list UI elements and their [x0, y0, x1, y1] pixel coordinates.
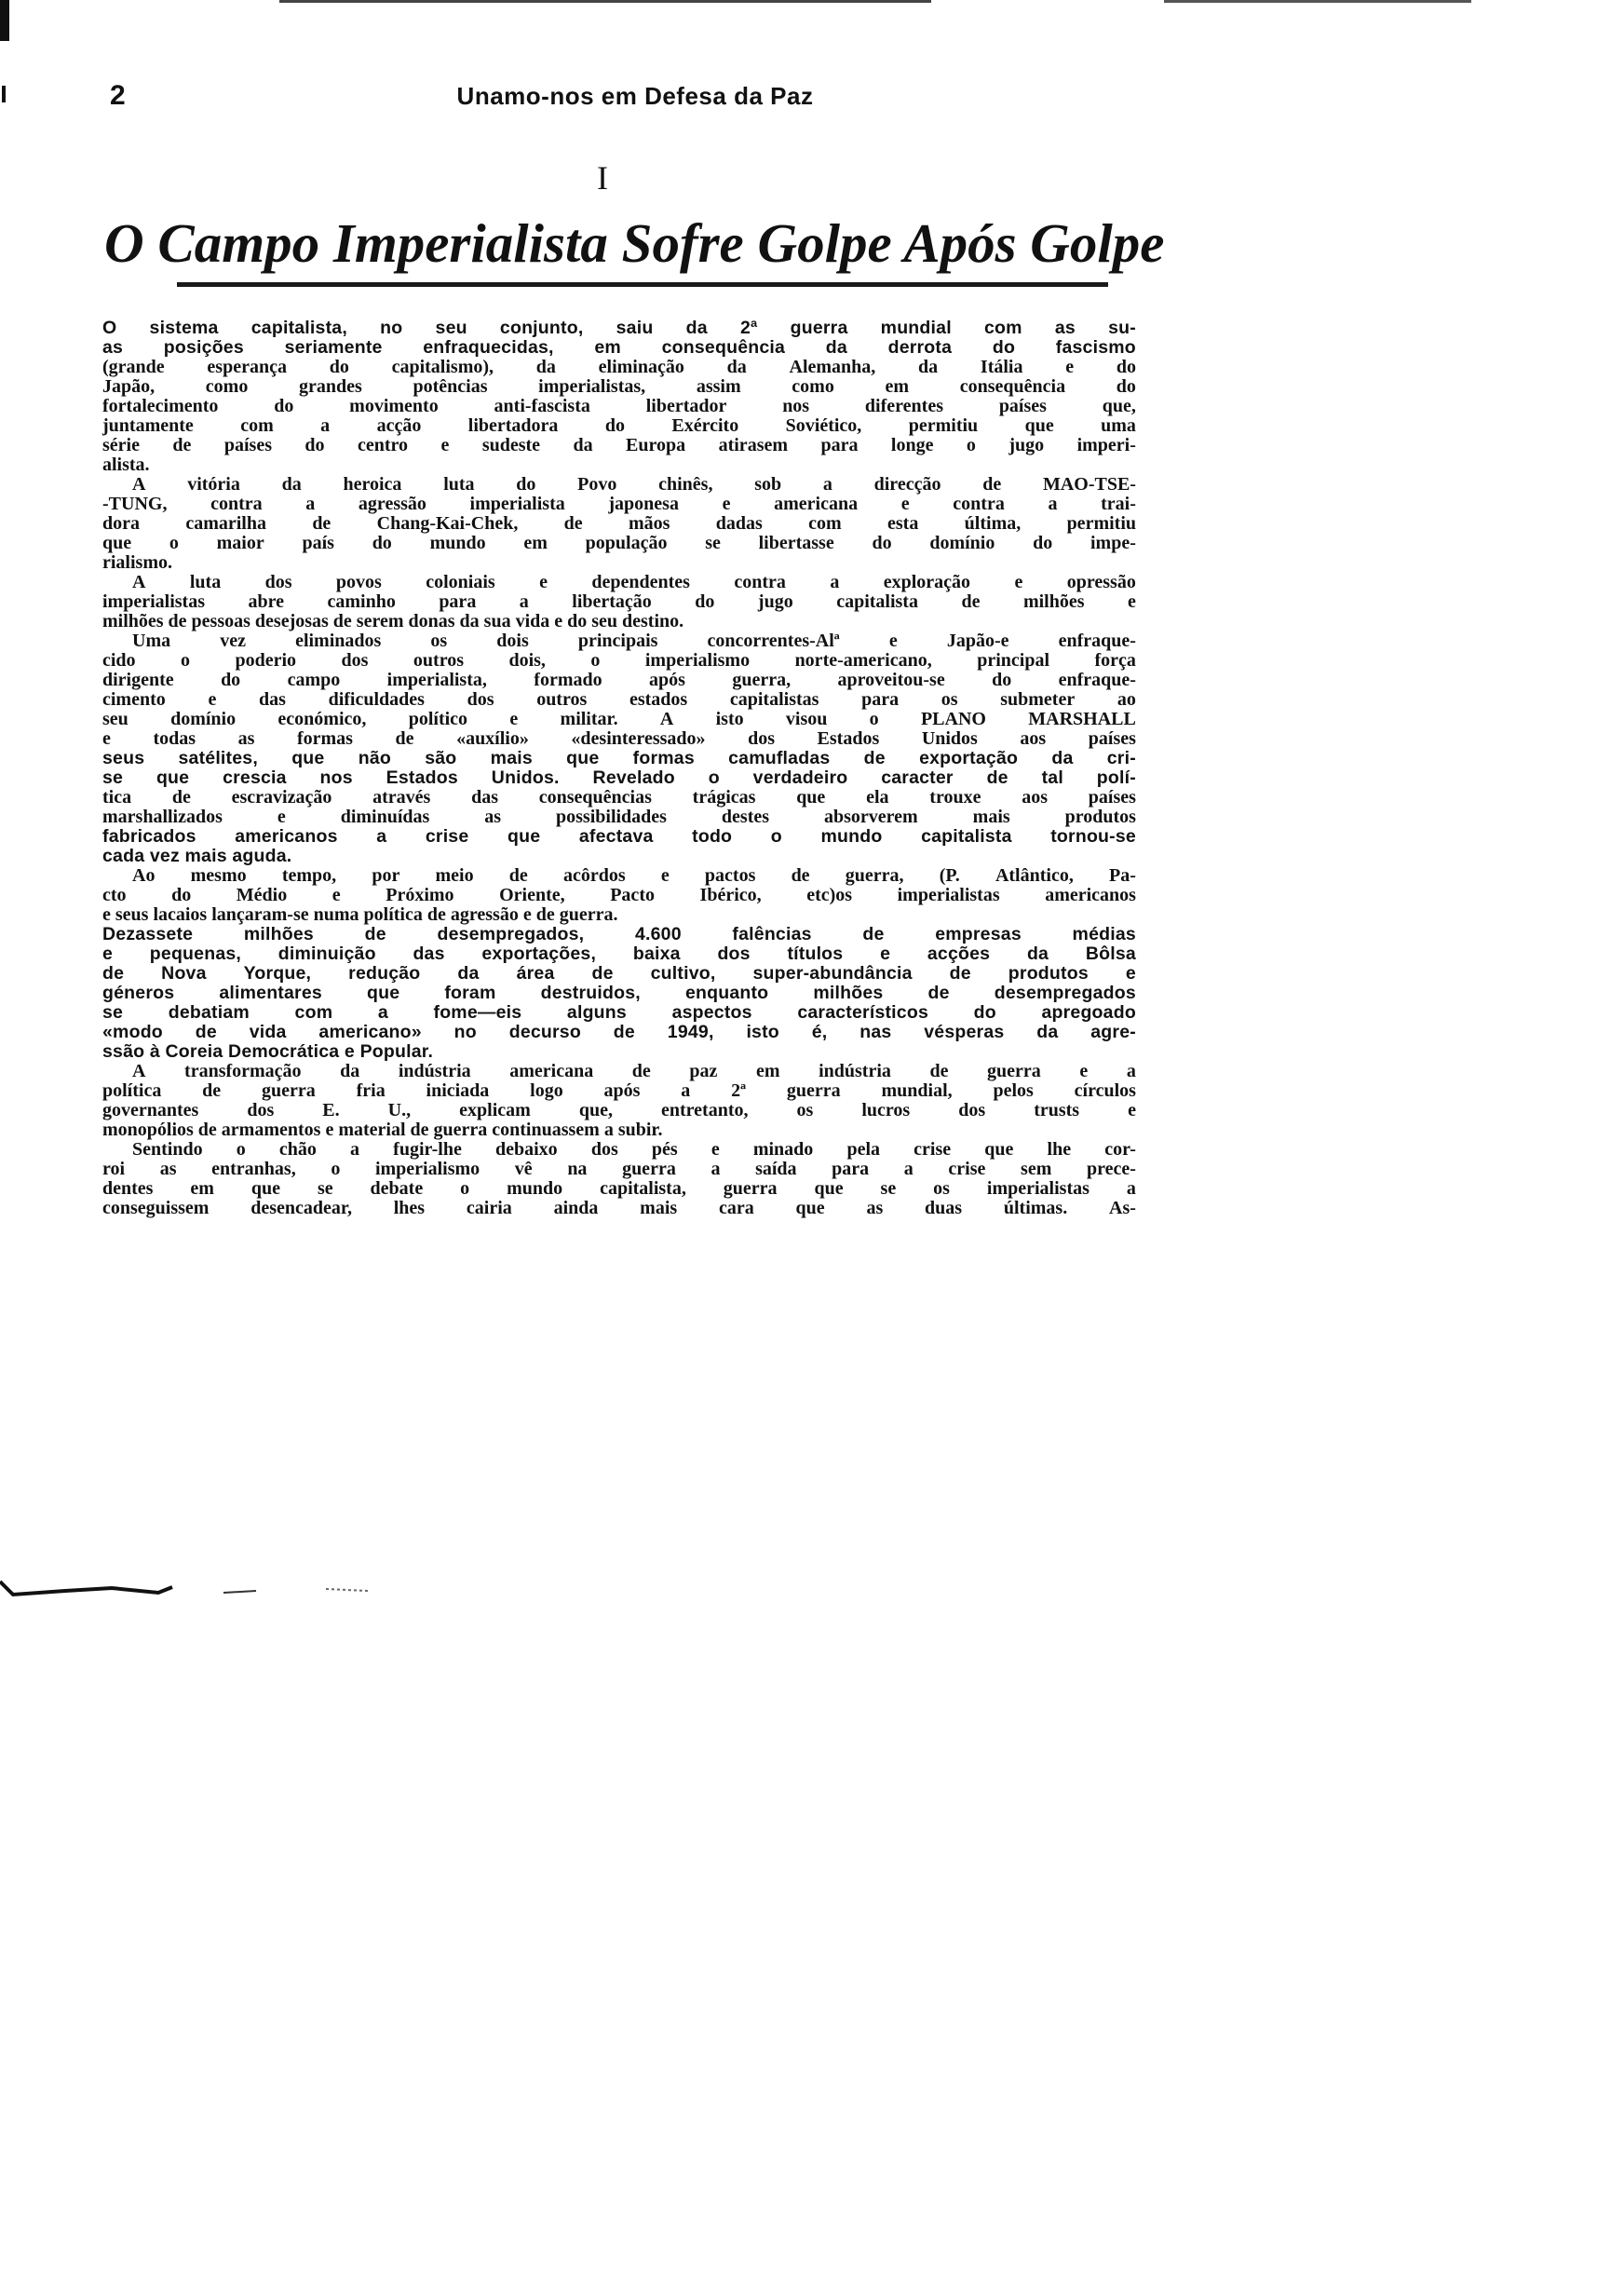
- body-line: seu domínio económico, político e militar. A isto visou o PLANO MARSHALL: [102, 709, 1136, 729]
- body-line: se debatiam com a fome—eis alguns aspectos característicos do apregoado: [102, 1002, 1136, 1023]
- scan-smudge-bottom: [0, 1580, 372, 1598]
- body-line: Dezassete milhões de desempregados, 4.600 falências de empresas médias: [102, 924, 1136, 944]
- body-line: dora camarilha de Chang-Kai-Chek, de mãos dadas com esta última, permitiu: [102, 513, 1136, 534]
- body-line: (grande esperança do capitalismo), da eliminação da Alemanha, da Itália e do: [102, 357, 1136, 377]
- chapter-title: O Campo Imperialista Sofre Golpe Após Golpe: [104, 212, 1165, 274]
- body-line: alista.: [102, 455, 150, 475]
- body-line: roi as entranhas, o imperialismo vê na guerra a saída para a crise sem prece-: [102, 1159, 1136, 1179]
- body-line: cto do Médio e Próximo Oriente, Pacto Ibérico, etc)os imperialistas americanos: [102, 885, 1136, 905]
- body-line: A luta dos povos coloniais e dependentes contra a exploração e opressão: [132, 572, 1136, 592]
- body-line: -TUNG, contra a agressão imperialista japonesa e americana e contra a trai-: [102, 494, 1136, 514]
- body-line: tica de escravização através das consequências trágicas que ela trouxe aos países: [102, 787, 1136, 808]
- body-line: milhões de pessoas desejosas de serem donas da sua vida e do seu destino.: [102, 611, 684, 631]
- body-line: O sistema capitalista, no seu conjunto, saiu da 2ª guerra mundial com as su-: [102, 318, 1136, 338]
- body-line: seus satélites, que não são mais que formas camufladas de exportação da cri-: [102, 748, 1136, 768]
- body-line: géneros alimentares que foram destruidos, enquanto milhões de desempregados: [102, 983, 1136, 1003]
- body-line: rialismo.: [102, 552, 172, 573]
- body-text: [102, 319, 1136, 1218]
- scan-mark-top-right: [1164, 0, 1471, 3]
- body-line: que o maior país do mundo em população se libertasse do domínio do impe-: [102, 533, 1136, 553]
- body-line: Ao mesmo tempo, por meio de acôrdos e pactos de guerra, (P. Atlântico, Pa-: [132, 865, 1136, 886]
- body-line: cimento e das dificuldades dos outros estados capitalistas para os submeter ao: [102, 689, 1136, 710]
- body-line: se que crescia nos Estados Unidos. Revelado o verdadeiro caracter de tal polí-: [102, 767, 1136, 788]
- body-line: conseguissem desencadear, lhes cairia ainda mais cara que as duas últimas. As-: [102, 1198, 1136, 1218]
- body-line: Sentindo o chão a fugir-lhe debaixo dos pés e minado pela crise que lhe cor-: [132, 1139, 1136, 1160]
- body-line: Uma vez eliminados os dois principais concorrentes-Alª e Japão-e enfraque-: [132, 631, 1136, 651]
- body-line: cido o poderio dos outros dois, o imperialismo norte-americano, principal força: [102, 650, 1136, 671]
- body-line: Japão, como grandes potências imperialistas, assim como em consequência do: [102, 376, 1136, 397]
- body-line: dirigente do campo imperialista, formado após guerra, aproveitou-se do enfraque-: [102, 670, 1136, 690]
- body-line: governantes dos E. U., explicam que, entretanto, os lucros dos trusts e: [102, 1100, 1136, 1120]
- scan-mark-left-dot: [2, 86, 6, 102]
- title-rule: [177, 282, 1108, 287]
- body-line: política de guerra fria iniciada logo após a 2ª guerra mundial, pelos círculos: [102, 1080, 1136, 1101]
- page-number: 2: [110, 80, 126, 111]
- page-header: [104, 80, 1166, 117]
- body-line: fortalecimento do movimento anti-fascista libertador nos diferentes países que,: [102, 396, 1136, 416]
- body-line: e todas as formas de «auxílio» «desinteressado» dos Estados Unidos aos países: [102, 728, 1136, 749]
- body-line: juntamente com a acção libertadora do Exército Soviético, permitiu que uma: [102, 415, 1136, 436]
- body-line: e seus lacaios lançaram-se numa política de agressão e de guerra.: [102, 904, 618, 925]
- running-title: Unamo-nos em Defesa da Paz: [456, 82, 814, 110]
- body-line: e pequenas, diminuição das exportações, baixa dos títulos e acções da Bôlsa: [102, 944, 1136, 964]
- body-line: série de países do centro e sudeste da Europa atirasem para longe o jugo imperi-: [102, 435, 1136, 455]
- body-line: marshallizados e diminuídas as possibilidades destes absorverem mais produtos: [102, 807, 1136, 827]
- body-line: A vitória da heroica luta do Povo chinês, sob a direcção de MAO-TSE-: [132, 474, 1136, 495]
- chapter-number: I: [597, 159, 608, 197]
- body-line: as posições seriamente enfraquecidas, em consequência da derrota do fascismo: [102, 337, 1136, 358]
- scan-mark-top-edge: [279, 0, 931, 3]
- body-line: cada vez mais aguda.: [102, 846, 292, 866]
- body-line: de Nova Yorque, redução da área de cultivo, super-abundância de produtos e: [102, 963, 1136, 984]
- body-line: imperialistas abre caminho para a libertação do jugo capitalista de milhões e: [102, 591, 1136, 612]
- body-line: «modo de vida americano» no decurso de 1949, isto é, nas vésperas da agre-: [102, 1022, 1136, 1042]
- body-line: A transformação da indústria americana de paz em indústria de guerra e a: [132, 1061, 1136, 1081]
- body-line: dentes em que se debate o mundo capitalista, guerra que se os imperialistas a: [102, 1178, 1136, 1199]
- body-line: fabricados americanos a crise que afectava todo o mundo capitalista tornou-se: [102, 826, 1136, 847]
- body-line: ssão à Coreia Democrática e Popular.: [102, 1041, 434, 1062]
- scan-mark-top-left: [0, 0, 9, 41]
- body-line: monopólios de armamentos e material de guerra continuassem a subir.: [102, 1120, 663, 1140]
